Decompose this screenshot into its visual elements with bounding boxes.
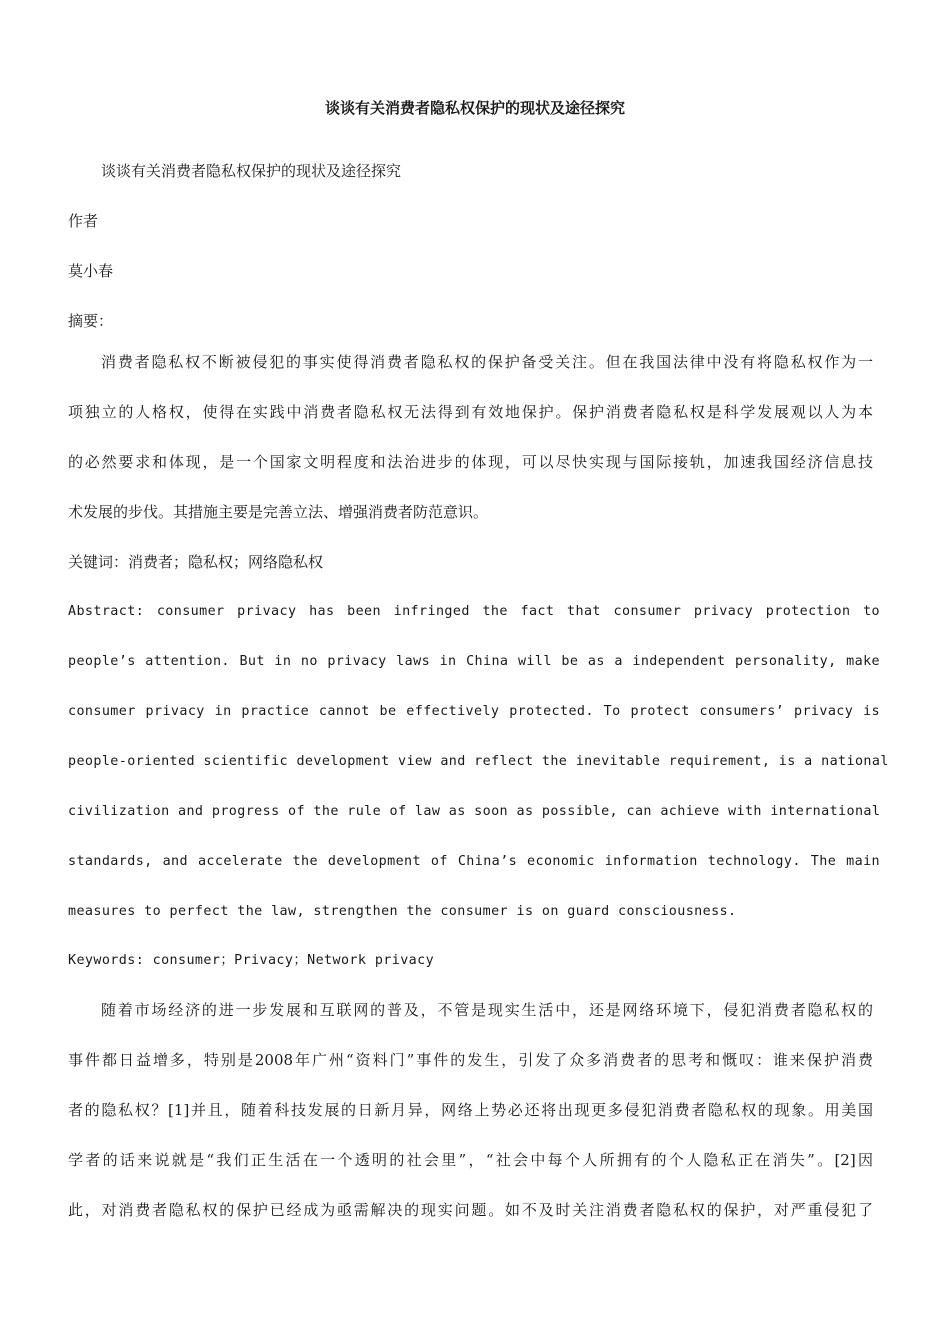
abstract-en-line: standards, and accelerate the development of China’s economic information technology. The main xyxy=(68,854,880,869)
abstract-en-line: Abstract: consumer privacy has been infringed the fact that consumer privacy protection to xyxy=(68,604,880,619)
author-label: 作者 xyxy=(68,212,99,230)
author-name: 莫小春 xyxy=(68,262,114,280)
abstract-en-line: consumer privacy in practice cannot be effectively protected. To protect consumers’ privacy is xyxy=(68,704,880,719)
body-paragraph-line: 学者的话来说就是“我们正生活在一个透明的社会里”，“社会中每个人所拥有的个人隐私正在消失”。[2]因 xyxy=(68,1151,873,1169)
keywords-cn: 关键词：消费者；隐私权；网络隐私权 xyxy=(68,553,324,571)
abstract-en-line: people’s attention. But in no privacy laws in China will be as a independent personality, make xyxy=(68,654,880,669)
abstract-cn-line: 的必然要求和体现，是一个国家文明程度和法治进步的体现，可以尽快实现与国际接轨，加速我国经济信息技 xyxy=(68,453,873,471)
document-subtitle: 谈谈有关消费者隐私权保护的现状及途径探究 xyxy=(101,162,402,180)
abstract-en-line: people-oriented scientific development view and reflect the inevitable requirement, is a national xyxy=(68,754,889,769)
body-paragraph-line: 此，对消费者隐私权的保护已经成为亟需解决的现实问题。如不及时关注消费者隐私权的保护，对严重侵犯了 xyxy=(68,1201,873,1219)
abstract-cn-line: 术发展的步伐。其措施主要是完善立法、增强消费者防范意识。 xyxy=(68,503,489,521)
keywords-en: Keywords: consumer；Privacy；Network privacy xyxy=(68,953,435,968)
body-paragraph-line: 事件都日益增多，特别是2008年广州“资料门”事件的发生，引发了众多消费者的思考和慨叹：谁来保护消费 xyxy=(68,1051,873,1069)
body-paragraph-line: 随着市场经济的进一步发展和互联网的普及，不管是现实生活中，还是网络环境下，侵犯消费者隐私权的 xyxy=(101,1001,873,1019)
abstract-cn-line: 消费者隐私权不断被侵犯的事实使得消费者隐私权的保护备受关注。但在我国法律中没有将隐私权作为一 xyxy=(101,353,873,371)
document-title: 谈谈有关消费者隐私权保护的现状及途径探究 xyxy=(324,99,625,117)
abstract-cn-line: 项独立的人格权，使得在实践中消费者隐私权无法得到有效地保护。保护消费者隐私权是科学发展观以人为本 xyxy=(68,403,873,421)
abstract-en-line: measures to perfect the law, strengthen the consumer is on guard consciousness. xyxy=(68,904,737,919)
abstract-en-line: civilization and progress of the rule of law as soon as possible, can achieve with international xyxy=(68,804,881,819)
abstract-label: 摘要： xyxy=(68,312,114,330)
body-paragraph-line: 者的隐私权？[1]并且，随着科技发展的日新月异，网络上势必还将出现更多侵犯消费者隐私权的现象。用美国 xyxy=(68,1101,873,1119)
